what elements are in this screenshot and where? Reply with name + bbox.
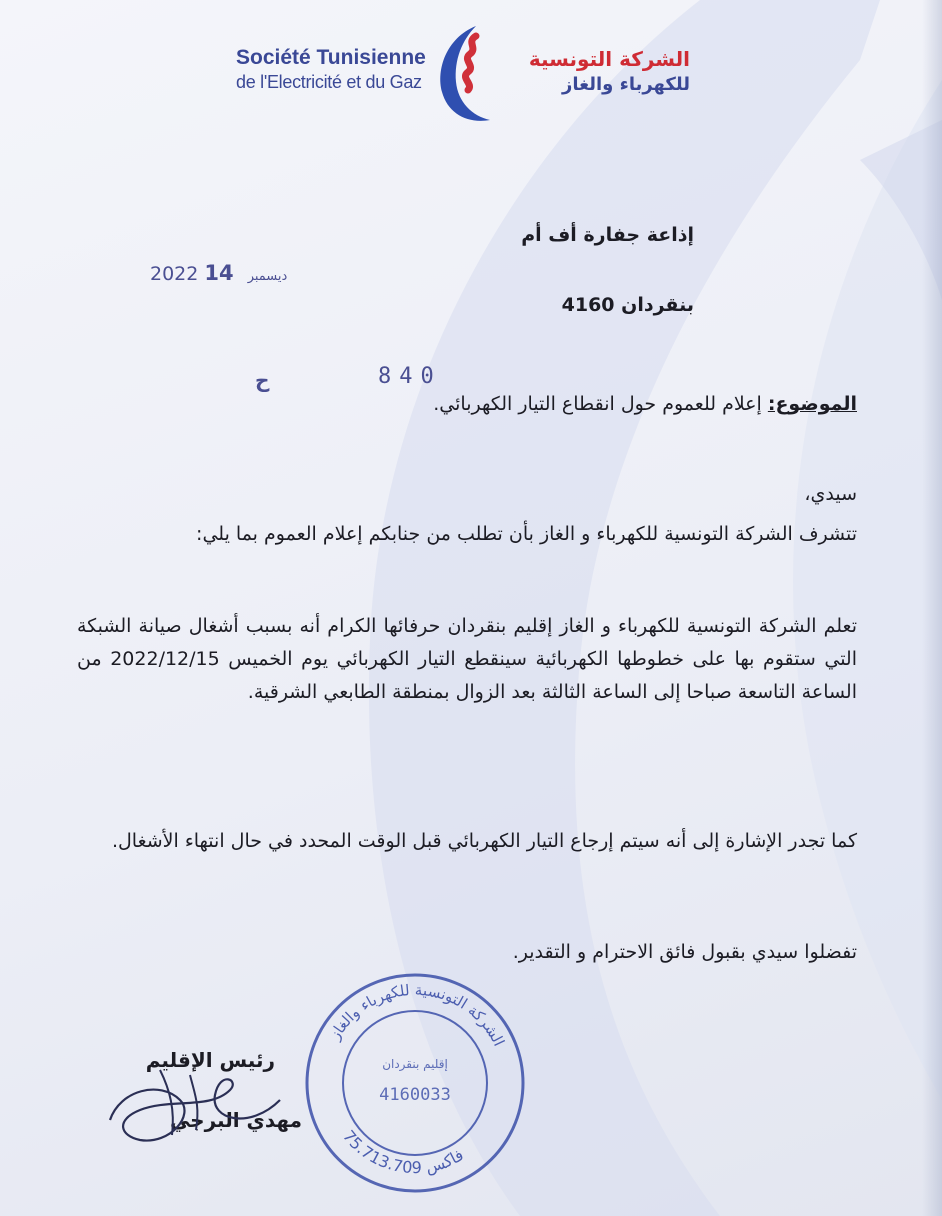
handwritten-signature — [100, 1050, 300, 1160]
reference-number: 840 — [378, 364, 442, 389]
svg-text:فاكس 75.713.709 — [339, 1126, 467, 1177]
letterhead-french — [236, 46, 436, 94]
closing-paragraph: تفضلوا سيدي بقبول فائق الاحترام و التقدير. — [512, 941, 857, 963]
subject-label: الموضوع: — [767, 393, 857, 415]
letterhead-fr-line1: Société Tunisienne — [236, 46, 426, 69]
letter-date — [150, 261, 295, 285]
steg-logo-icon — [436, 20, 506, 130]
letterhead-arabic — [500, 46, 690, 98]
svg-text:الشركة التونسية للكهرباء والغا — [325, 981, 508, 1049]
stamp-center-number: 4160033 — [379, 1085, 451, 1105]
addressee-line2: بنقردان 4160 — [561, 294, 694, 316]
signatory-title: رئيس الإقليم — [145, 1048, 275, 1072]
letterhead-ar-line1: الشركة التونسية — [528, 47, 690, 71]
official-stamp — [300, 968, 530, 1198]
reference-mark: ح — [255, 368, 270, 392]
body-paragraph: تعلم الشركة التونسية للكهرباء و الغاز إقليم بنقردان حرفائها الكرام أنه بسبب أشغال صيانة الشبكة التي ستقوم بها على خطوطها الكهربائية سينقطع التيار الكهربائي يوم الخميس 2022/12/15 من الساعة التاسعة صباحا إلى الساعة الثالثة بعد الزوال بمنطقة الطابعي الشرقية. — [77, 615, 857, 703]
stamp-ring-text: الشركة التونسية للكهرباء والغاز — [325, 980, 509, 1050]
subject-text: إعلام للعموم حول انقطاع التيار الكهربائي. — [433, 393, 762, 415]
letterhead-fr-line2: de l'Electricité et du Gaz — [236, 72, 422, 92]
date-year: 2022 — [150, 263, 199, 285]
date-day: 14 — [204, 261, 234, 285]
intro-paragraph: تتشرف الشركة التونسية للكهرباء و الغاز بأن تطلب من جنابكم إعلام العموم بما يلي: — [196, 523, 857, 545]
signatory-name: مهدي البرجي — [169, 1108, 302, 1132]
subject-line — [237, 390, 857, 418]
page-edge-shadow — [922, 0, 942, 1216]
note-paragraph: كما تجدر الإشارة إلى أنه سيتم إرجاع التيار الكهربائي قبل الوقت المحدد في حال انتهاء الأشغال. — [111, 830, 857, 852]
stamp-fax-text: فاكس 75.713.709 — [338, 1126, 467, 1178]
date-month: ديسمبر — [247, 269, 288, 284]
stamp-center-label: إقليم بنقردان — [382, 1057, 448, 1071]
letterhead-ar-line2: للكهرباء والغاز — [561, 74, 690, 95]
salutation: سيدي، — [804, 483, 857, 505]
addressee-line1: إذاعة جفارة أف أم — [521, 224, 694, 246]
